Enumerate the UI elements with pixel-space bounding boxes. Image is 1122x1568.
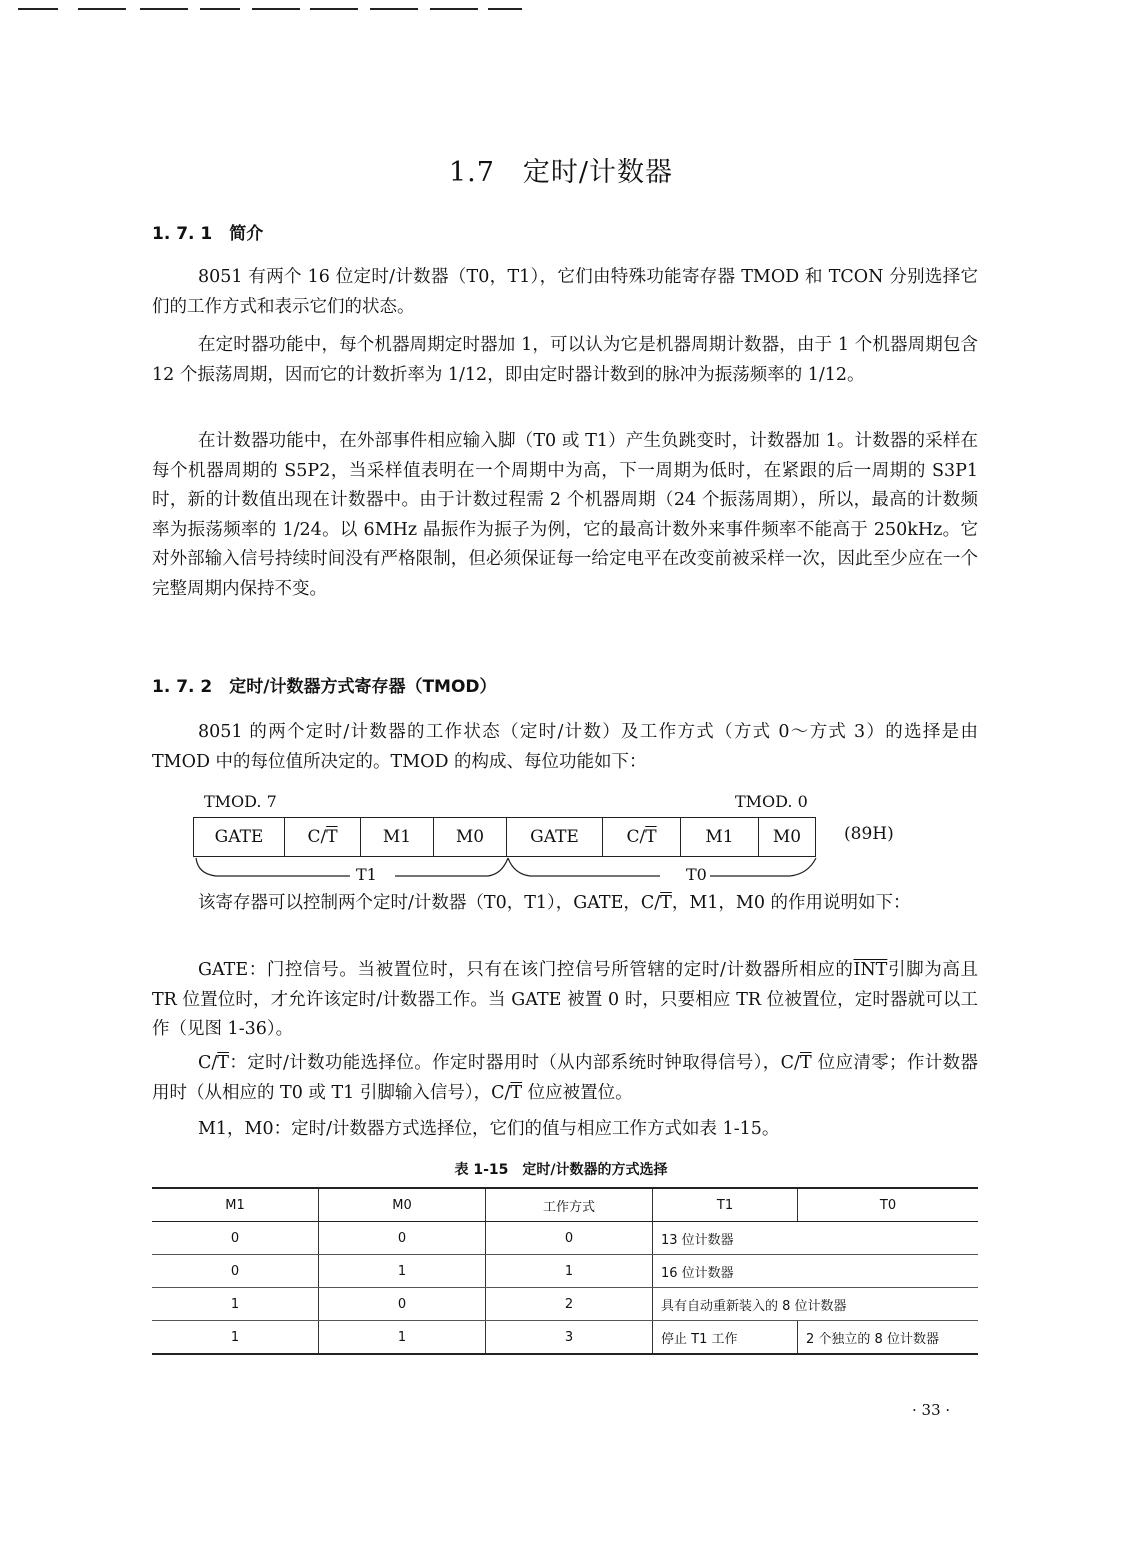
table-cell: 0 bbox=[152, 1255, 319, 1288]
table-cell: 1 bbox=[152, 1321, 319, 1355]
table-cell: 2 bbox=[486, 1288, 653, 1321]
paragraph: 在定时器功能中，每个机器周期定时器加 1，可以认为它是机器周期计数器，由于 1 个机器周期包含 12 个振荡周期，因而它的计数折率为 1/12，即由定时器计数到的脉冲为振荡频率的 1/12。 bbox=[152, 335, 978, 385]
top-rule bbox=[0, 0, 1122, 14]
table-header: T1 bbox=[653, 1188, 798, 1222]
section-heading-tmod: 1. 7. 2 定时/计数器方式寄存器（TMOD） bbox=[152, 677, 497, 697]
paragraph-m1m0: M1，M0：定时/计数器方式选择位，它们的值与相应工作方式如表 1-15。 bbox=[198, 1119, 780, 1139]
table-row bbox=[152, 1288, 978, 1321]
paragraph: 8051 的两个定时/计数器的工作状态（定时/计数）及工作方式（方式 0～方式 3）的选择是由 TMOD 中的每位值所决定的。TMOD 的构成、每位功能如下： bbox=[152, 722, 978, 772]
table-cell: 0 bbox=[486, 1222, 653, 1255]
section-heading-intro: 1. 7. 1 简介 bbox=[152, 224, 264, 244]
table-cell: 1 bbox=[319, 1255, 486, 1288]
paragraph-ct: $C/\overline{T}$：定时/计数功能选择位。作定时器用时（从内部系统时钟取得信号），$C/\overline{T}$ 位应清零；作计数器用时（从相应的 T0 或 T1 引脚输入信号），$C/\overline{T}$ 位应被置位。 bbox=[152, 1053, 979, 1103]
register-bit: $C/\overline{T}$ bbox=[285, 818, 361, 857]
paragraph: 8051 有两个 16 位定时/计数器（T0，T1），它们由特殊功能寄存器 TMOD 和 TCON 分别选择它们的工作方式和表示它们的状态。 bbox=[152, 267, 978, 317]
register-bit: GATE bbox=[507, 818, 603, 857]
register-group-braces bbox=[190, 856, 825, 886]
paragraph: 在计数器功能中，在外部事件相应输入脚（T0 或 T1）产生负跳变时，计数器加 1。计数器的采样在每个机器周期的 S5P2，当采样值表明在一个周期中为高，下一周期为低时，在紧跟的后一周期的 S3P1 时，新的计数值出现在计数器中。由于计数过程需 2 个机器周期（24 个振荡周期），所以，最高的计数频率为振荡频率的 1/24。以 6MHz 晶振作为振子为例，它的最高计数外来事件频率不能高于 250kHz。它对外部输入信号持续时间没有严格限制，但必须保证每一给定电平在改变前被采样一次，因此至少应在一个完整周期内保持不变。 bbox=[152, 431, 978, 599]
table-header: M1 bbox=[152, 1188, 319, 1222]
paragraph: 该寄存器可以控制两个定时/计数器（T0，T1），GATE，$C/\overline{T}$，M1，M0 的作用说明如下： bbox=[198, 893, 911, 913]
register-bit: GATE bbox=[194, 818, 285, 857]
page-number: · 33 · bbox=[912, 1401, 951, 1419]
table-cell: 停止 T1 工作 bbox=[653, 1321, 798, 1355]
register-lsb-label: TMOD. 0 bbox=[735, 792, 808, 811]
table-caption: 表 1-15 定时/计数器的方式选择 bbox=[454, 1162, 668, 1178]
table-cell: 0 bbox=[319, 1222, 486, 1255]
tmod-register bbox=[193, 817, 816, 857]
table-row bbox=[152, 1321, 978, 1355]
table-cell: 3 bbox=[486, 1321, 653, 1355]
register-address: (89H) bbox=[844, 824, 894, 844]
group-label-t0: T0 bbox=[686, 865, 707, 884]
table-row bbox=[152, 1222, 978, 1255]
paragraph-gate: GATE：门控信号。当被置位时，只有在该门控信号所管辖的定时/计数器所相应的$\overline{INT}$引脚为高且 TR 位置位时，才允许该定时/计数器工作。当 GATE 被置 0 时，只要相应 TR 位被置位，定时器就可以工作（见图 1-36）。 bbox=[152, 960, 978, 1039]
table-cell: 1 bbox=[152, 1288, 319, 1321]
table-cell: 13 位计数器 bbox=[653, 1222, 979, 1255]
table-header: 工作方式 bbox=[486, 1188, 653, 1222]
table-cell: 1 bbox=[486, 1255, 653, 1288]
table-cell: 16 位计数器 bbox=[653, 1255, 979, 1288]
table-cell: 0 bbox=[319, 1288, 486, 1321]
mode-table bbox=[152, 1187, 978, 1355]
register-bit: M1 bbox=[361, 818, 434, 857]
register-bit: $C/\overline{T}$ bbox=[603, 818, 681, 857]
table-row bbox=[152, 1255, 978, 1288]
chapter-title: 1.7 定时/计数器 bbox=[448, 157, 674, 188]
register-bit: M1 bbox=[681, 818, 759, 857]
table-cell: 具有自动重新装入的 8 位计数器 bbox=[653, 1288, 979, 1321]
table-header: M0 bbox=[319, 1188, 486, 1222]
table-cell: 0 bbox=[152, 1222, 319, 1255]
group-label-t1: T1 bbox=[356, 865, 377, 884]
register-bit: M0 bbox=[434, 818, 507, 857]
table-header: T0 bbox=[798, 1188, 979, 1222]
register-bit: M0 bbox=[759, 818, 816, 857]
table-cell: 1 bbox=[319, 1321, 486, 1355]
register-msb-label: TMOD. 7 bbox=[204, 792, 277, 811]
table-cell: 2 个独立的 8 位计数器 bbox=[798, 1321, 979, 1355]
